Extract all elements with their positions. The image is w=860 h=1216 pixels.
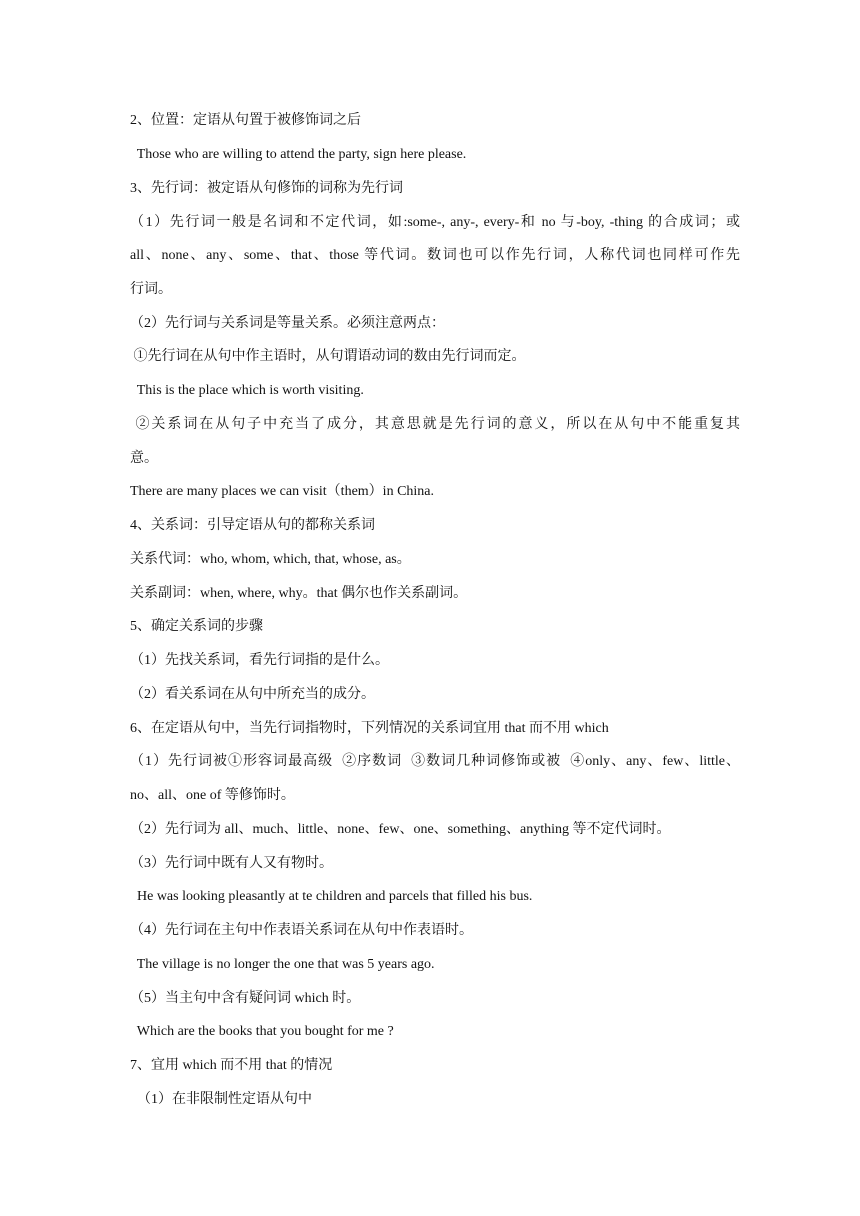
heading-antecedent: 3、先行词：被定语从句修饰的词称为先行词 <box>130 181 403 196</box>
paragraph-line: （1）先行词一般是名词和不定代词，如:some-, any-, every-和 no 与-boy, -thing 的合成词；或 <box>130 215 740 230</box>
example-sentence: This is the place which is worth visiting. <box>130 383 364 398</box>
paragraph-line: （2）看关系词在从句中所充当的成分。 <box>130 687 375 702</box>
paragraph-line: （4）先行词在主句中作表语关系词在从句中作表语时。 <box>130 923 473 938</box>
heading-that-not-which: 6、在定语从句中，当先行词指物时，下列情况的关系词宜用 that 而不用 which <box>130 721 609 736</box>
example-sentence: There are many places we can visit（them）in China. <box>130 484 435 499</box>
example-sentence: Those who are willing to attend the party, sign here please. <box>130 147 467 162</box>
paragraph-line: （1）先行词被①形容词最高级 ②序数词 ③数词几种词修饰或被 ④only、any、few、little、 <box>130 754 740 769</box>
paragraph-line: ②关系词在从句子中充当了成分，其意思就是先行词的意义，所以在从句中不能重复其 <box>130 417 740 432</box>
paragraph-line: （1）在非限制性定语从句中 <box>130 1092 312 1107</box>
paragraph-line: all、none、any、some、that、those 等代词。数词也可以作先行词，人称代词也同样可作先 <box>130 248 740 263</box>
heading-position: 2、位置：定语从句置于被修饰词之后 <box>130 113 361 128</box>
heading-which-not-that: 7、宜用 which 而不用 that 的情况 <box>130 1058 333 1073</box>
heading-steps: 5、确定关系词的步骤 <box>130 619 263 634</box>
paragraph-line: （5）当主句中含有疑问词 which 时。 <box>130 991 361 1006</box>
example-sentence: The village is no longer the one that was 5 years ago. <box>130 957 435 972</box>
paragraph-line: （2）先行词为 all、much、little、none、few、one、something、anything 等不定代词时。 <box>130 822 671 837</box>
paragraph-line: 关系代词：who, whom, which, that, whose, as。 <box>130 552 411 567</box>
example-sentence: Which are the books that you bought for me ? <box>130 1024 394 1039</box>
heading-relative-words: 4、关系词：引导定语从句的都称关系词 <box>130 518 375 533</box>
paragraph-line: 意。 <box>130 451 158 466</box>
paragraph-line: 关系副词：when, where, why。that 偶尔也作关系副词。 <box>130 586 468 601</box>
paragraph-line: （1）先找关系词，看先行词指的是什么。 <box>130 653 389 668</box>
paragraph-line: ①先行词在从句中作主语时，从句谓语动词的数由先行词而定。 <box>130 349 526 364</box>
paragraph-line: （2）先行词与关系词是等量关系。必须注意两点： <box>130 316 445 331</box>
paragraph-line: （3）先行词中既有人又有物时。 <box>130 856 333 871</box>
paragraph-line: no、all、one of 等修饰时。 <box>130 788 295 803</box>
paragraph-line: 行词。 <box>130 282 172 297</box>
example-sentence: He was looking pleasantly at te children and parcels that filled his bus. <box>130 889 533 904</box>
